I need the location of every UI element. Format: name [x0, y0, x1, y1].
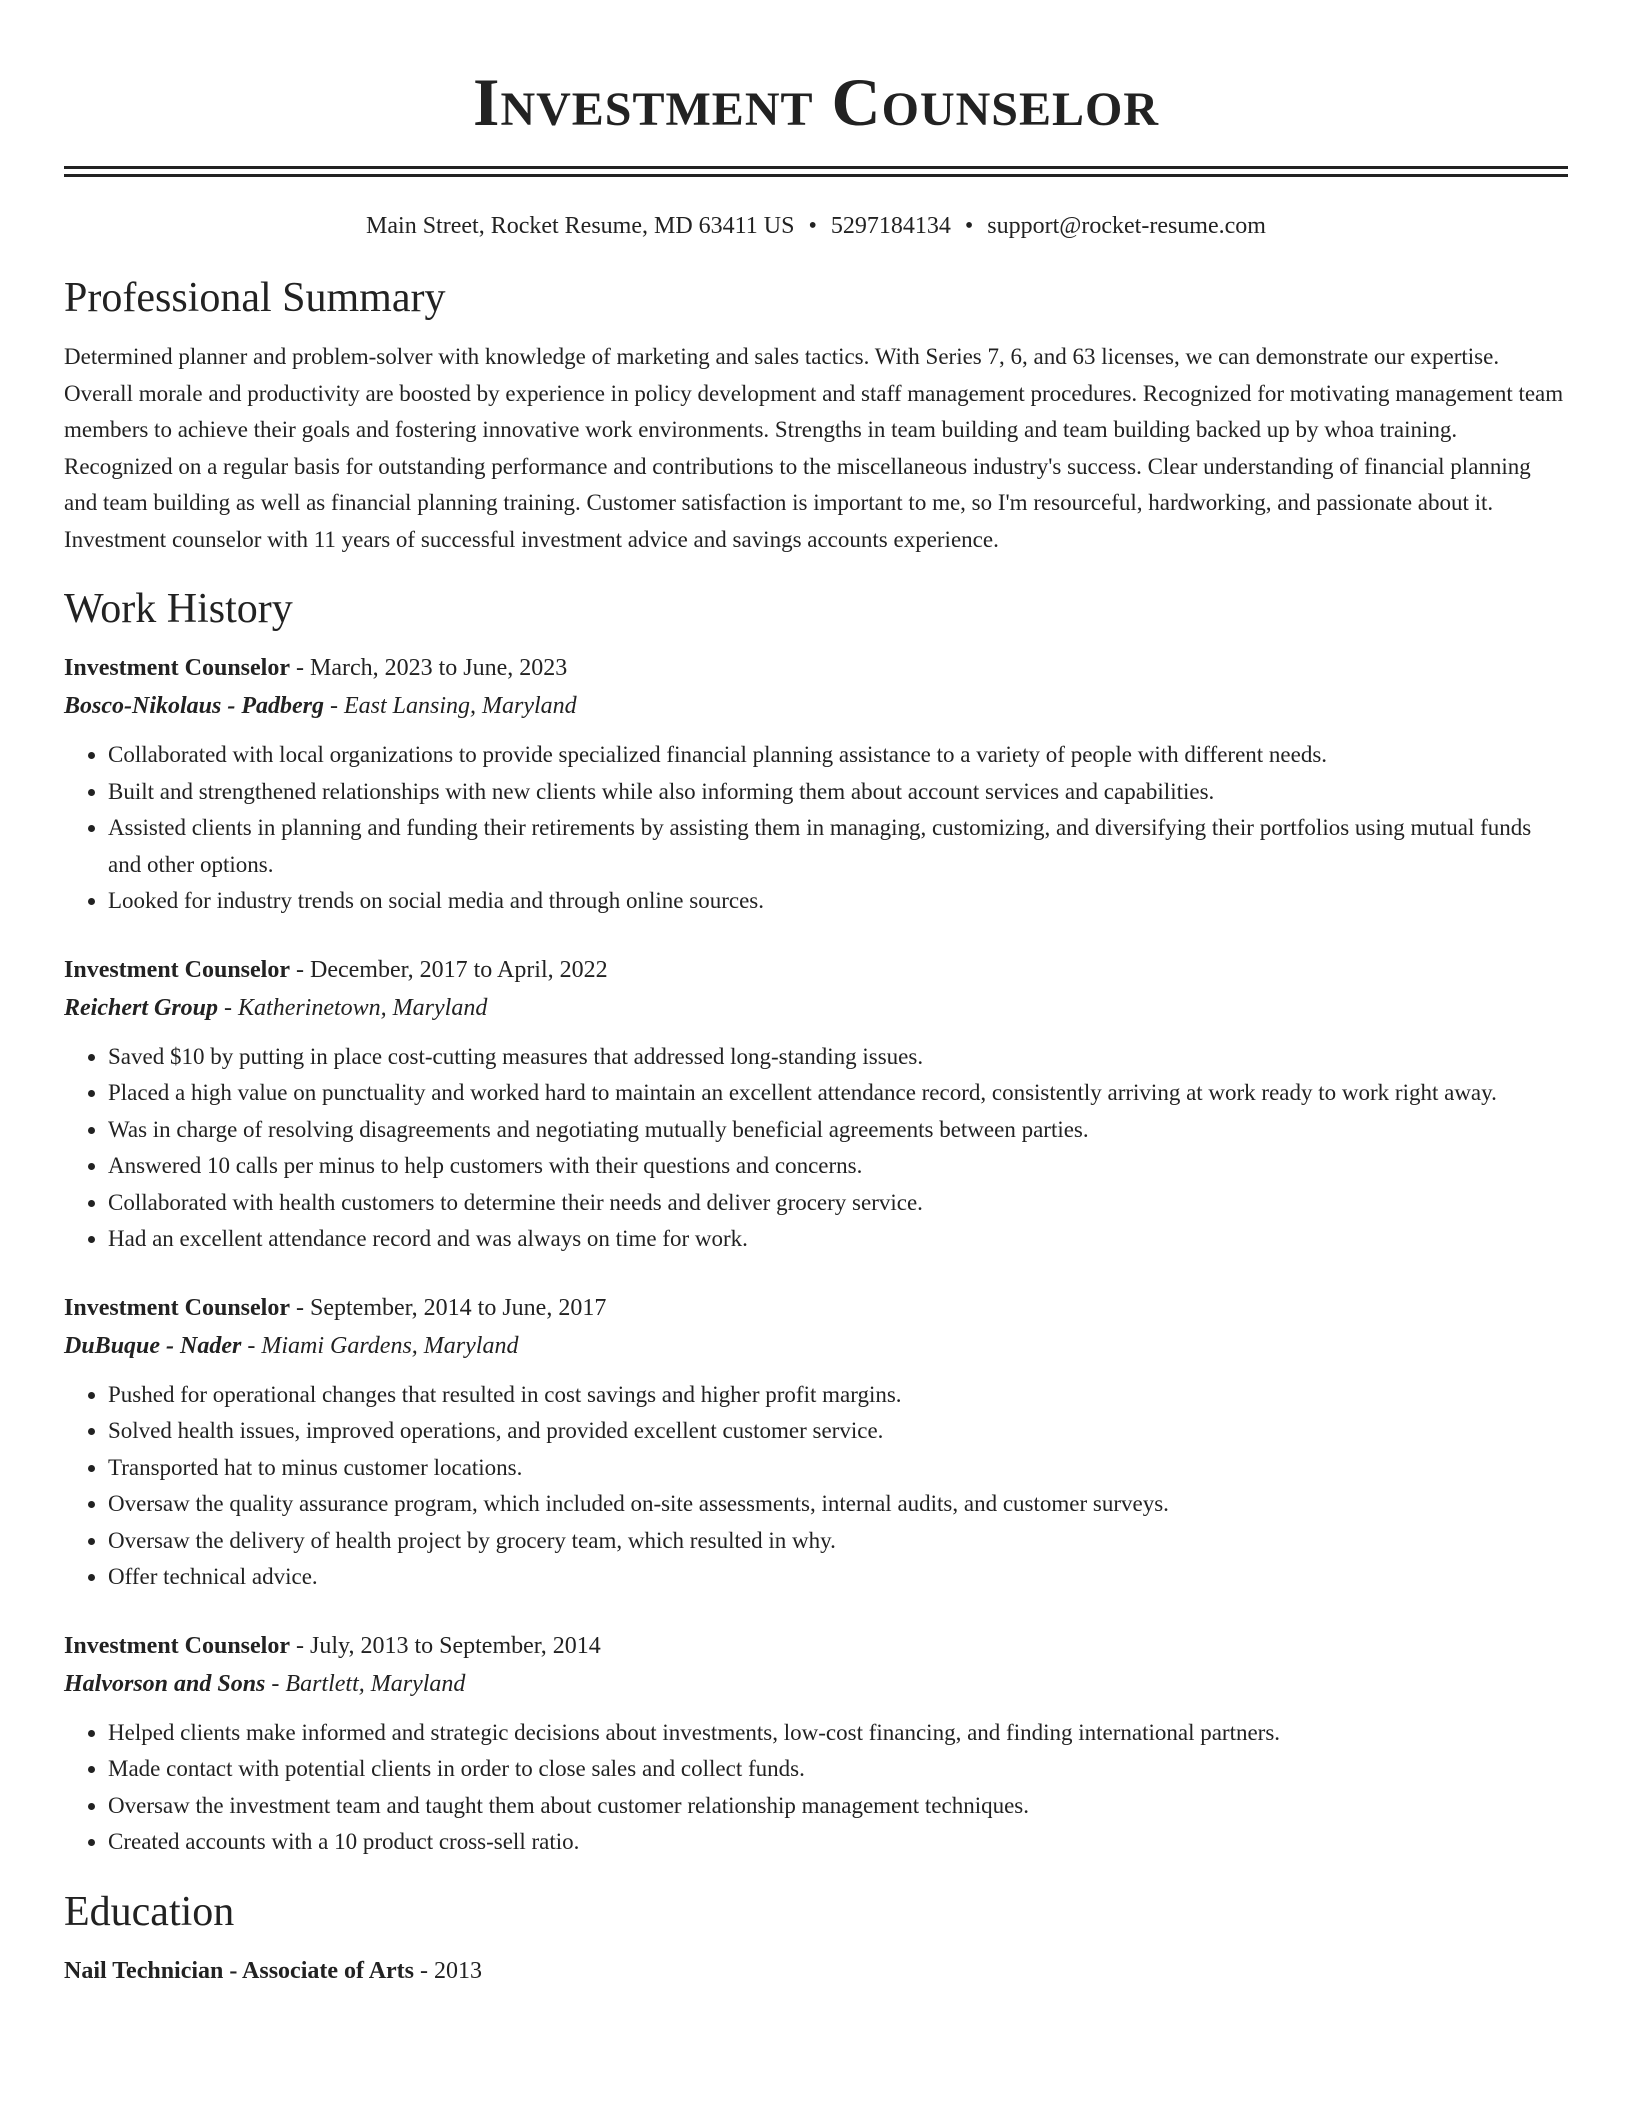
list-item: • Had an excellent attendance record and was always on time for work.	[108, 1221, 1568, 1258]
list-item: • Oversaw the investment team and taught them about customer relationship management techniques.	[108, 1788, 1568, 1825]
job-location: Katherinetown, Maryland	[238, 994, 488, 1021]
job-dates: March, 2023 to June, 2023	[310, 655, 568, 681]
contact-email: support@rocket-resume.com	[987, 213, 1266, 239]
contact-phone: 5297184134	[830, 213, 951, 239]
job-role: Investment Counselor	[64, 655, 290, 681]
job-dash: -	[241, 1332, 262, 1359]
list-item: • Made contact with potential clients in order to close sales and collect funds.	[108, 1751, 1568, 1788]
job-entry	[64, 951, 1568, 1258]
job-dash: -	[290, 1632, 310, 1659]
work-history-list	[64, 649, 1568, 1861]
list-item: • Offer technical advice.	[108, 1559, 1568, 1596]
job-dash: -	[290, 1294, 310, 1321]
job-dash: -	[324, 693, 344, 719]
list-item: • Was in charge of resolving disagreements and negotiating mutually beneficial agreements between parties.	[108, 1112, 1568, 1149]
job-location: Miami Gardens, Maryland	[261, 1332, 519, 1359]
job-company-line	[64, 989, 1568, 1027]
job-dash: -	[290, 956, 310, 983]
education-entry	[64, 1952, 1568, 1990]
education-heading: Education	[64, 1888, 235, 1935]
job-title-line	[64, 951, 1568, 989]
list-item: • Transported hat to minus customer locations.	[108, 1450, 1568, 1487]
list-item: • Placed a high value on punctuality and worked hard to maintain an excellent attendance record, consistently arriving at work ready to work right away.	[108, 1075, 1568, 1112]
job-company: Reichert Group	[64, 994, 219, 1021]
job-title-line	[64, 1627, 1568, 1665]
list-item: • Saved $10 by putting in place cost-cutting measures that addressed long-standing issues.	[108, 1039, 1568, 1076]
list-item: • Solved health issues, improved operations, and provided excellent customer service.	[108, 1413, 1568, 1450]
list-item: • Oversaw the delivery of health project by grocery team, which resulted in why.	[108, 1523, 1568, 1560]
page-title: Investment Counselor	[472, 64, 1159, 140]
list-item: • Built and strengthened relationships with new clients while also informing them about account services and capabilities.	[108, 774, 1568, 811]
job-duties	[64, 1715, 1568, 1861]
list-item: • Created accounts with a 10 product cross-sell ratio.	[108, 1824, 1568, 1861]
job-company-line	[64, 1327, 1568, 1365]
work-history-heading: Work History	[64, 586, 293, 632]
job-entry	[64, 1627, 1568, 1861]
job-dash: -	[265, 1670, 286, 1697]
job-company: DuBuque - Nader	[64, 1332, 242, 1359]
education-dash: -	[414, 1957, 435, 1984]
job-role: Investment Counselor	[64, 1632, 290, 1659]
contact-line	[64, 210, 1568, 242]
job-dash: -	[290, 655, 310, 681]
job-duties	[64, 1377, 1568, 1596]
list-item: • Answered 10 calls per minus to help customers with their questions and concerns.	[108, 1148, 1568, 1185]
job-entry	[64, 649, 1568, 920]
job-duties	[64, 1039, 1568, 1258]
job-dash: -	[218, 994, 239, 1021]
contact-address: Main Street, Rocket Resume, MD 63411 US	[366, 213, 795, 239]
job-company-line	[64, 1665, 1568, 1703]
list-item: • Helped clients make informed and strategic decisions about investments, low-cost financing, and finding international partners.	[108, 1715, 1568, 1752]
list-item: • Looked for industry trends on social media and through online sources.	[108, 883, 1568, 920]
list-item: • Collaborated with local organizations to provide specialized financial planning assistance to a variety of people with different needs.	[108, 737, 1568, 774]
job-company-line	[64, 687, 1568, 725]
education-degree: Nail Technician - Associate of Arts	[64, 1957, 415, 1984]
job-dates: December, 2017 to April, 2022	[310, 956, 608, 983]
job-title-line	[64, 1289, 1568, 1327]
list-item: • Assisted clients in planning and funding their retirements by assisting them in managing, customizing, and diversifying their portfolios using mutual funds and other options.	[108, 810, 1568, 883]
job-dates: July, 2013 to September, 2014	[310, 1632, 601, 1659]
list-item: • Oversaw the quality assurance program, which included on-site assessments, internal audits, and customer surveys.	[108, 1486, 1568, 1523]
job-role: Investment Counselor	[64, 956, 290, 983]
contact-separator: •	[964, 213, 974, 239]
list-item: • Pushed for operational changes that resulted in cost savings and higher profit margins.	[108, 1377, 1568, 1414]
summary-heading: Professional Summary	[64, 275, 446, 321]
summary-text: Determined planner and problem-solver with knowledge of marketing and sales tactics. With Series 7, 6, and 63 licenses, we can demonstrate our expertise. Overall morale and productivity are boosted by experience in policy development and staff management procedures. Recognized for motivating management team members to achieve their goals and fostering innovative work environments. Strengths in team building and team building backed up by whoa training. Recognized on a regular basis for outstanding performance and contributions to the miscellaneous industry's success. Clear understanding of financial planning and team building as well as financial planning training. Customer satisfaction is important to me, so I'm resourceful, hardworking, and passionate about it. Investment counselor with 11 years of successful investment advice and savings accounts experience.	[64, 344, 1564, 552]
list-item: • Collaborated with health customers to determine their needs and deliver grocery service.	[108, 1185, 1568, 1222]
job-dates: September, 2014 to June, 2017	[310, 1294, 607, 1321]
job-company: Bosco-Nikolaus - Padberg	[64, 693, 324, 719]
job-location: East Lansing, Maryland	[344, 693, 577, 719]
job-role: Investment Counselor	[64, 1294, 290, 1321]
job-location: Bartlett, Maryland	[285, 1670, 466, 1697]
title-divider	[64, 166, 1568, 177]
job-title-line	[64, 649, 1568, 687]
job-entry	[64, 1289, 1568, 1596]
resume-page	[64, 0, 1568, 1990]
contact-separator: •	[808, 213, 817, 239]
job-company: Halvorson and Sons	[64, 1670, 266, 1697]
education-year: 2013	[434, 1957, 483, 1984]
job-duties	[64, 737, 1568, 920]
